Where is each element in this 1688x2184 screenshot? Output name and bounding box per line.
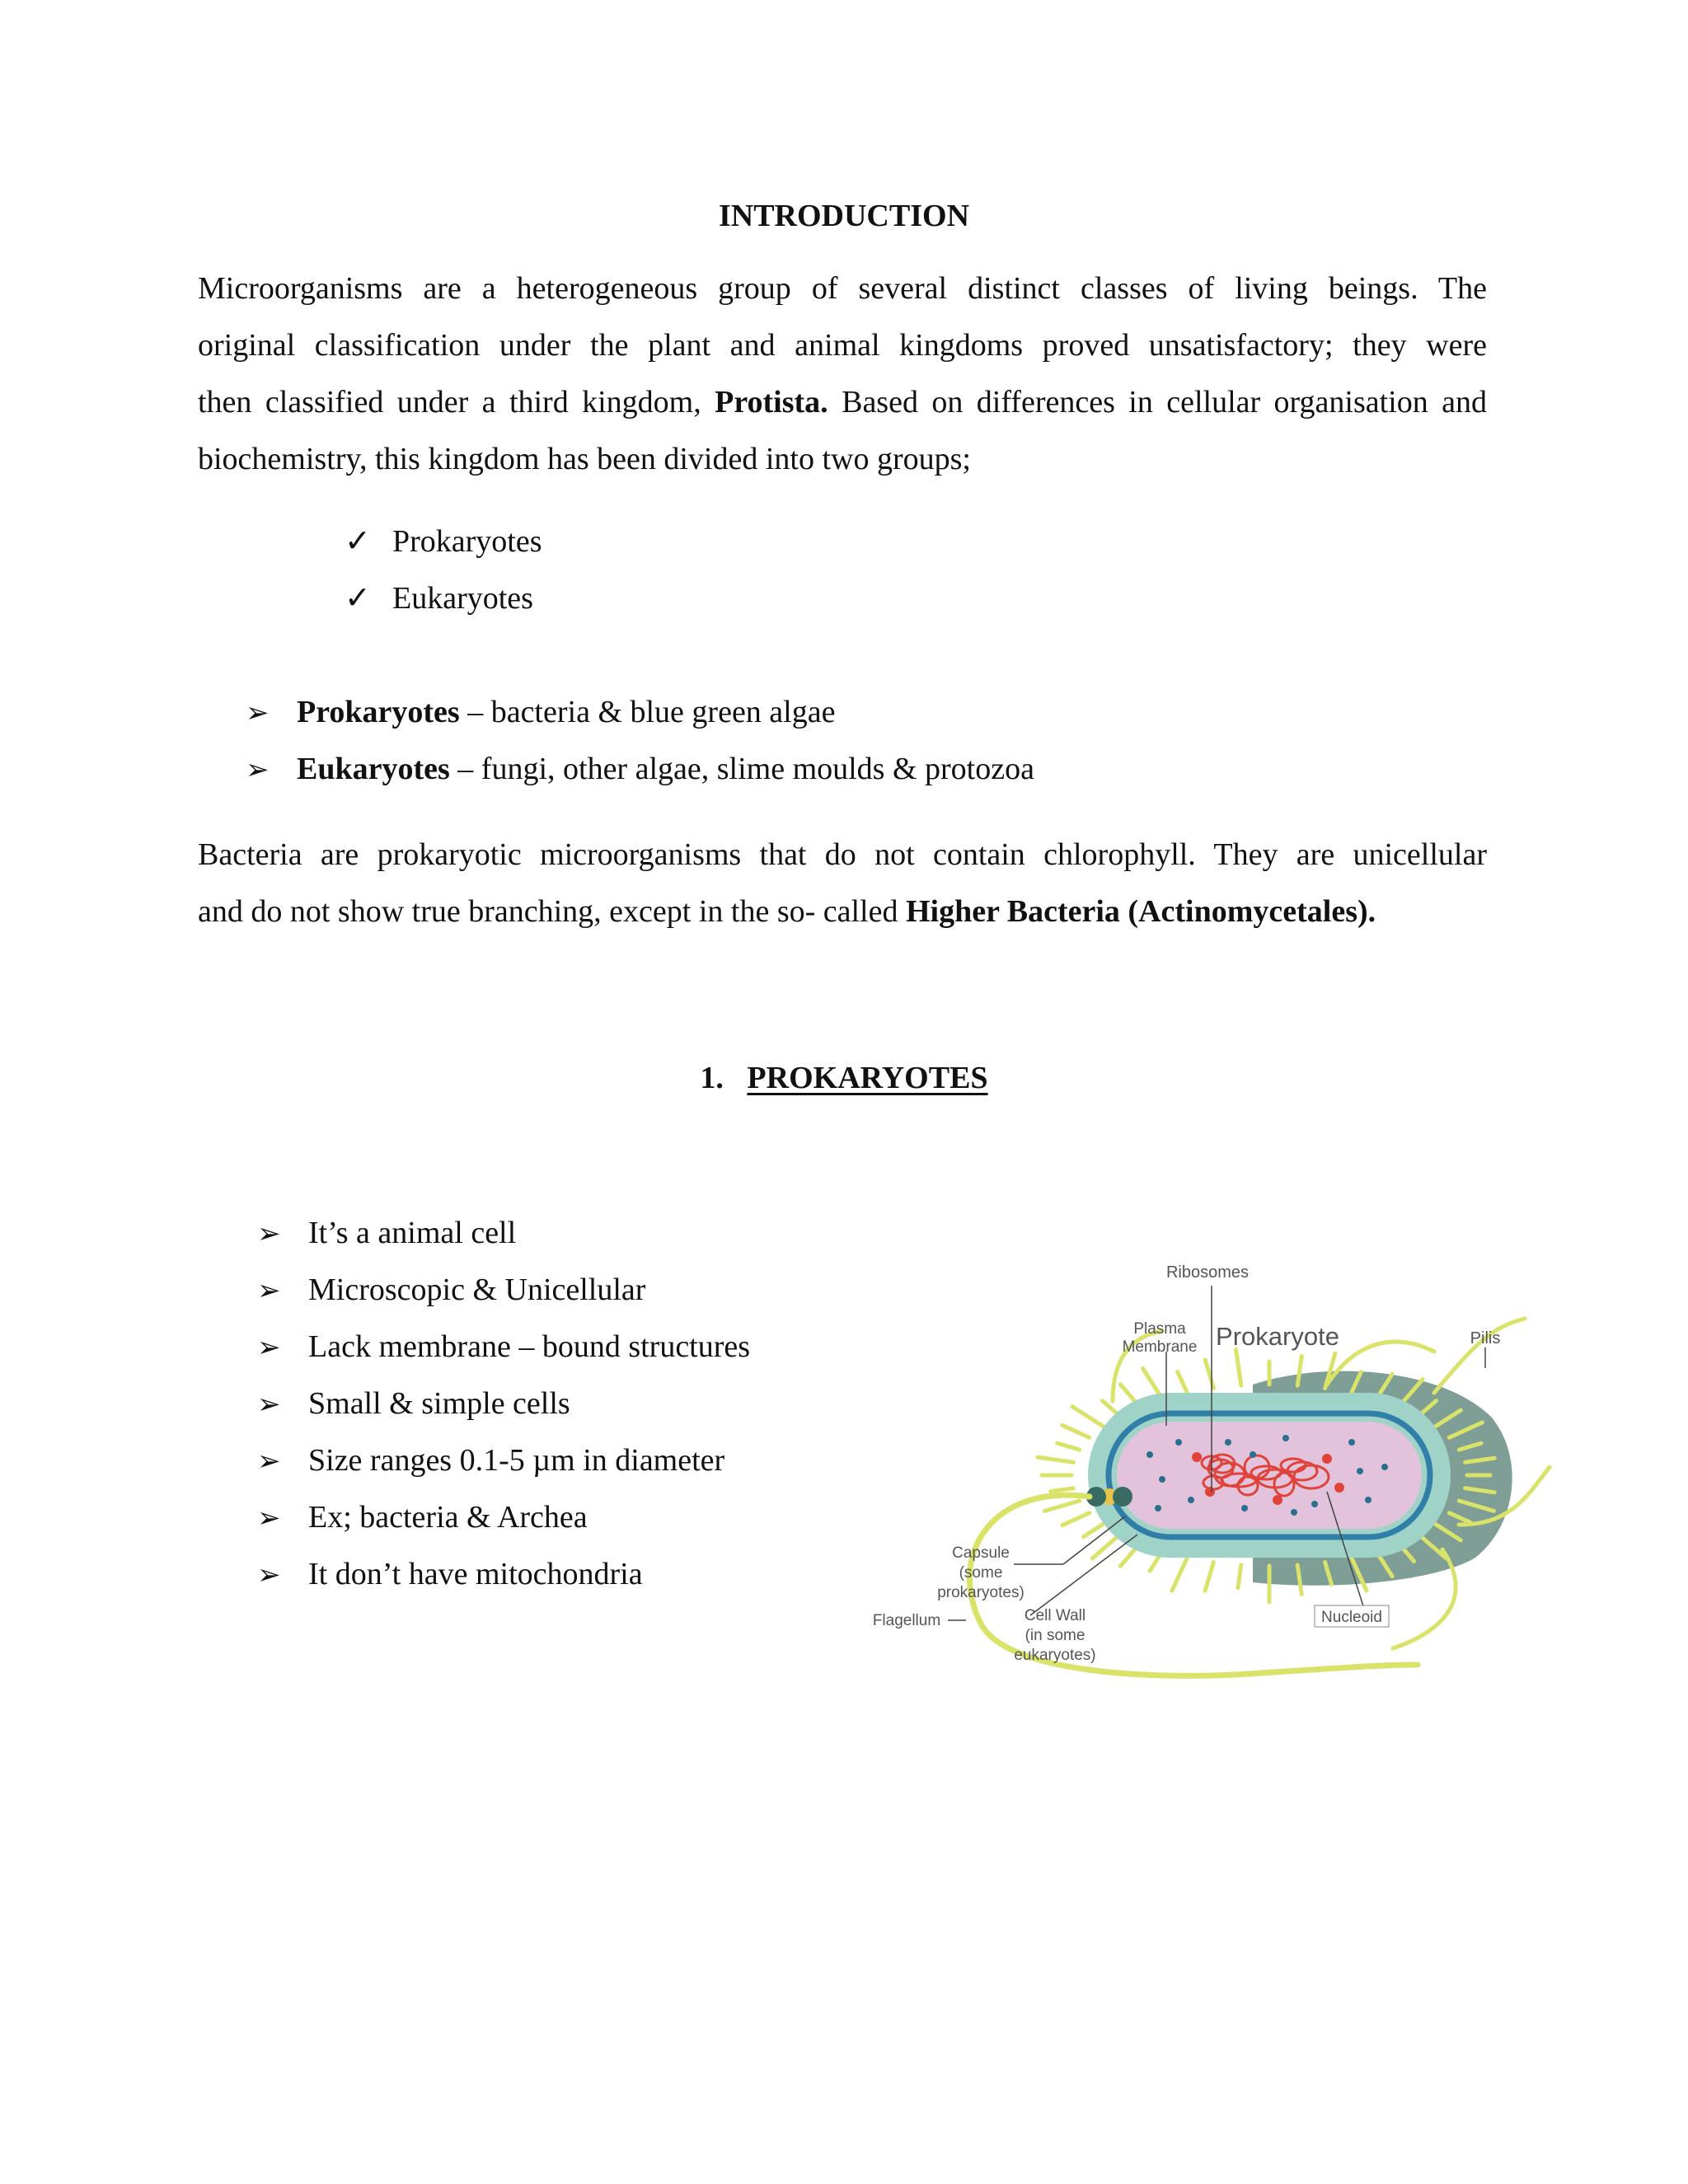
diagram-title: Prokaryote bbox=[1216, 1322, 1339, 1351]
intro-line-4: biochemistry, this kingdom has been divided into two groups; bbox=[198, 442, 971, 476]
bullet-text: Ex; bacteria & Archea bbox=[308, 1500, 588, 1535]
pilus bbox=[1238, 1565, 1241, 1588]
section-title: PROKARYOTES bbox=[747, 1061, 988, 1095]
capsule-label-2: (some bbox=[959, 1564, 1003, 1582]
cellwall-label-1: Cell Wall bbox=[1024, 1607, 1086, 1624]
arrow-bullet-icon: ➢ bbox=[257, 1388, 281, 1421]
nucleoid-label: Nucleoid bbox=[1321, 1609, 1382, 1626]
bullet-text: Small & simple cells bbox=[308, 1386, 570, 1421]
prokaryote-bullet bbox=[257, 1270, 645, 1310]
plasmid bbox=[1322, 1454, 1332, 1464]
check-item-label: Prokaryotes bbox=[392, 524, 542, 559]
plasmid bbox=[1273, 1495, 1282, 1505]
intro-line-3-start: then classified under a third kingdom, bbox=[198, 385, 715, 419]
pilus bbox=[1057, 1443, 1080, 1450]
ribosome-dot bbox=[1348, 1439, 1355, 1446]
arrow-bullet-icon: ➢ bbox=[257, 1502, 281, 1535]
ribosome-dot bbox=[1381, 1464, 1388, 1470]
checkmark-icon: ✓ bbox=[345, 579, 371, 616]
intro-heading: INTRODUCTION bbox=[718, 199, 970, 233]
pilus bbox=[1178, 1372, 1188, 1393]
pilus bbox=[1038, 1457, 1074, 1462]
pilus bbox=[1051, 1488, 1074, 1492]
pilus bbox=[1205, 1563, 1213, 1591]
group-item bbox=[246, 749, 1034, 790]
pilis-label: Pilis bbox=[1470, 1329, 1501, 1347]
flagellum-label: Flagellum bbox=[872, 1612, 941, 1629]
ribosome-dot bbox=[1188, 1497, 1194, 1503]
check-item-label: Eukaryotes bbox=[392, 581, 533, 616]
arrow-bullet-icon: ➢ bbox=[257, 1558, 281, 1591]
prokaryote-bullet bbox=[257, 1497, 588, 1538]
intro-line-2: original classification under the plant and animal kingdoms proved unsatisfactory; they were bbox=[198, 328, 1487, 363]
section-heading bbox=[0, 1060, 1688, 1096]
higher-bacteria-term: Higher Bacteria (Actinomycetales). bbox=[905, 894, 1376, 929]
ribosome-dot bbox=[1225, 1439, 1231, 1446]
arrow-bullet-icon: ➢ bbox=[246, 696, 270, 729]
group-item bbox=[246, 692, 835, 733]
ribosomes-label: Ribosomes bbox=[1165, 1263, 1250, 1282]
prokaryote-bullet bbox=[257, 1327, 750, 1367]
intro-paragraph bbox=[198, 260, 1487, 488]
ribosome-dot bbox=[1241, 1505, 1248, 1511]
ribosome-dot bbox=[1357, 1468, 1363, 1474]
capsule-label-3: prokaryotes) bbox=[937, 1584, 1025, 1601]
pilus bbox=[1072, 1407, 1103, 1427]
bacteria-line-2-start: and do not show true branching, except in the so- called bbox=[198, 894, 906, 929]
group-term: Prokaryotes bbox=[297, 695, 460, 729]
capsule-label-1: Capsule bbox=[952, 1544, 1010, 1562]
arrow-bullet-icon: ➢ bbox=[257, 1217, 281, 1250]
cellwall-label-2: (in some bbox=[1025, 1627, 1085, 1644]
ribosome-dot bbox=[1250, 1451, 1256, 1458]
pilus bbox=[1172, 1558, 1187, 1591]
pilus bbox=[1084, 1525, 1104, 1537]
bullet-text: It don’t have mitochondria bbox=[308, 1557, 643, 1591]
bacteria-line-1: Bacteria are prokaryotic microorganisms that do not contain chlorophyll. They are unicellular bbox=[198, 837, 1487, 872]
plasma-label-1: Plasma bbox=[1133, 1320, 1186, 1338]
pilus bbox=[1205, 1360, 1213, 1389]
bullet-text: It’s a animal cell bbox=[308, 1216, 517, 1250]
bacteria-paragraph bbox=[198, 827, 1487, 940]
pilus bbox=[1045, 1501, 1080, 1511]
prokaryote-bullet bbox=[257, 1554, 643, 1595]
arrow-bullet-icon: ➢ bbox=[257, 1445, 281, 1478]
ribosome-dot bbox=[1146, 1451, 1153, 1458]
ribosome-dot bbox=[1311, 1501, 1318, 1507]
arrow-bullet-icon: ➢ bbox=[246, 753, 270, 786]
prokaryote-bullet bbox=[257, 1441, 724, 1481]
protista-term: Protista. bbox=[715, 385, 828, 419]
group-term: Eukaryotes bbox=[297, 752, 450, 786]
ribosome-dot bbox=[1291, 1509, 1297, 1516]
prokaryote-bullet bbox=[257, 1213, 516, 1254]
check-item bbox=[345, 578, 533, 618]
checkmark-icon: ✓ bbox=[345, 523, 371, 559]
bullet-text: Microscopic & Unicellular bbox=[308, 1272, 646, 1307]
cytoplasm bbox=[1117, 1422, 1422, 1529]
ribosome-dot bbox=[1155, 1505, 1161, 1511]
prokaryote-bullet bbox=[257, 1384, 570, 1424]
bullet-text: Size ranges 0.1-5 µm in diameter bbox=[308, 1443, 725, 1478]
intro-line-3-rest: Based on differences in cellular organisation and bbox=[828, 385, 1487, 419]
arrow-bullet-icon: ➢ bbox=[257, 1331, 281, 1364]
prokaryote-diagram bbox=[865, 1253, 1558, 1698]
arrow-bullet-icon: ➢ bbox=[257, 1274, 281, 1307]
pilus bbox=[1236, 1350, 1241, 1386]
group-desc: – fungi, other algae, slime moulds & protozoa bbox=[449, 752, 1034, 786]
pilus bbox=[1062, 1513, 1090, 1526]
basal-body bbox=[1086, 1487, 1132, 1507]
ribosome-dot bbox=[1175, 1439, 1182, 1446]
bullet-text: Lack membrane – bound structures bbox=[308, 1329, 751, 1364]
section-number: 1. bbox=[700, 1061, 724, 1095]
ribosome-dot bbox=[1365, 1497, 1372, 1503]
plasmid bbox=[1334, 1483, 1344, 1493]
check-item bbox=[345, 521, 542, 561]
intro-line-3 bbox=[198, 374, 1487, 431]
ribosome-dot bbox=[1159, 1476, 1165, 1483]
intro-line-1: Microorganisms are a heterogeneous group of several distinct classes of living beings. The bbox=[198, 271, 1487, 306]
plasmid bbox=[1192, 1452, 1202, 1462]
ribosome-dot bbox=[1282, 1435, 1289, 1441]
cellwall-label-3: eukaryotes) bbox=[1014, 1647, 1096, 1664]
plasmid bbox=[1205, 1487, 1215, 1497]
pilus bbox=[1062, 1425, 1090, 1437]
bacteria-line-2 bbox=[198, 883, 1487, 940]
plasma-label-2: Membrane bbox=[1122, 1338, 1198, 1356]
group-desc: – bacteria & blue green algae bbox=[459, 695, 836, 729]
